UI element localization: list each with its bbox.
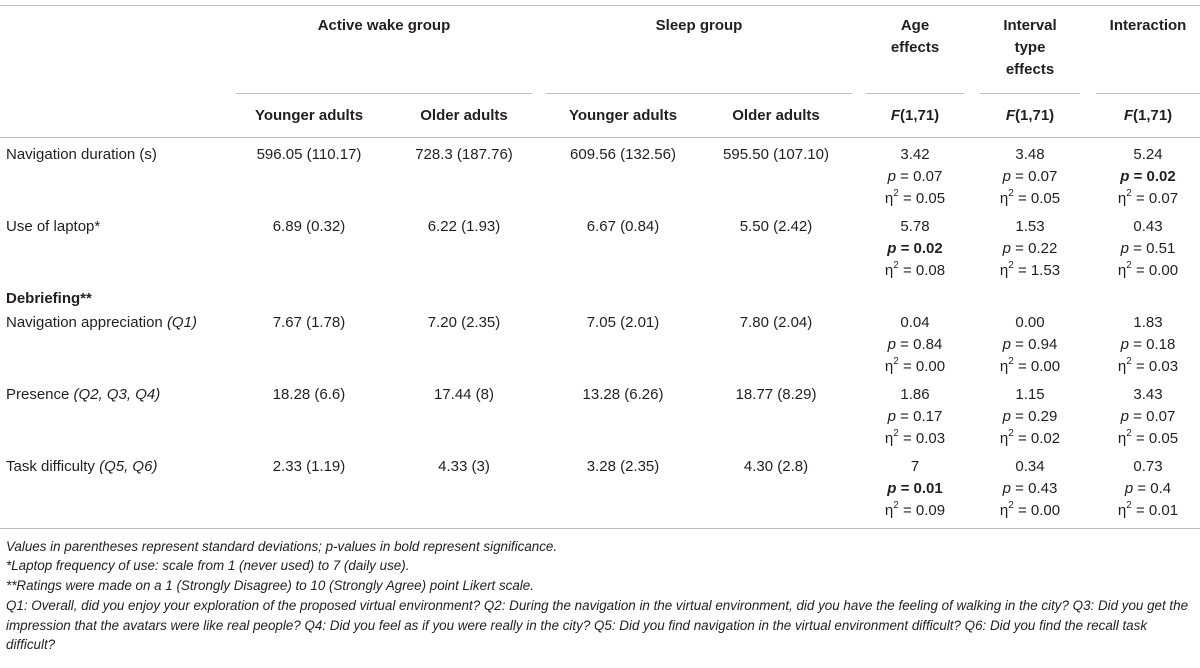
eta-symbol: η bbox=[884, 262, 894, 279]
row-label-questions: (Q5, Q6) bbox=[99, 458, 158, 475]
row-label bbox=[6, 144, 157, 166]
p-symbol: p bbox=[1002, 240, 1012, 257]
footnote-ratings: **Ratings were made on a 1 (Strongly Disagree) to 10 (Strongly Agree) point Likert scale. bbox=[6, 578, 534, 593]
value-cell: 609.56 (132.56) bbox=[570, 146, 676, 163]
p-symbol: p bbox=[887, 480, 897, 497]
effect-stat-cell bbox=[1096, 312, 1200, 378]
row-label-text: Navigation duration (s) bbox=[6, 146, 157, 163]
eta-superscript: 2 bbox=[1126, 188, 1132, 199]
row-label-text: Presence bbox=[6, 386, 74, 403]
eta-symbol: η bbox=[999, 430, 1009, 447]
p-value-line: p = 0.07 bbox=[1002, 168, 1058, 185]
f-value: 0.00 bbox=[1015, 314, 1045, 331]
eta-symbol: η bbox=[884, 358, 894, 375]
eta-squared-line: $\eta^2 = 0.01$ bbox=[1117, 500, 1179, 519]
p-symbol: p bbox=[1120, 408, 1130, 425]
eta-symbol: η bbox=[999, 358, 1009, 375]
effect-header-interval-line-1: Interval bbox=[1003, 17, 1057, 34]
f-value: 3.48 bbox=[1015, 146, 1045, 163]
eta-squared-line: $\eta^2 = 0.03$ bbox=[1117, 356, 1179, 375]
eta-superscript: 2 bbox=[1008, 356, 1014, 367]
eta-squared-line: $\eta^2 = 0.00$ bbox=[884, 356, 946, 375]
p-value-line: p = 0.4 bbox=[1124, 480, 1172, 497]
eta-symbol: η bbox=[884, 430, 894, 447]
eta-squared-line: $\eta^2 = 0.00$ bbox=[1117, 260, 1179, 279]
eta-squared-line: $\eta^2 = 0.05$ bbox=[999, 188, 1061, 207]
group-rule-interval bbox=[980, 93, 1080, 94]
eta-superscript: 2 bbox=[893, 356, 899, 367]
subheader-sleep-older: Older adults bbox=[732, 107, 820, 124]
effect-stat-cell bbox=[1096, 384, 1200, 450]
section-label-debriefing: Debriefing** bbox=[6, 290, 92, 307]
eta-squared-line: $\eta^2 = 0.09$ bbox=[884, 500, 946, 519]
value-cell: 596.05 (110.17) bbox=[256, 146, 362, 163]
p-symbol: p bbox=[887, 240, 897, 257]
p-value: 0.51 bbox=[1146, 240, 1176, 257]
p-value: 0.07 bbox=[1146, 408, 1176, 425]
p-symbol: p bbox=[1002, 480, 1012, 497]
row-label-text: Navigation appreciation bbox=[6, 314, 167, 331]
p-value-line: p = 0.02 bbox=[1120, 168, 1176, 185]
eta-superscript: 2 bbox=[893, 260, 899, 271]
eta-squared-line: $\eta^2 = 0.05$ bbox=[1117, 428, 1179, 447]
effect-stat-cell bbox=[866, 384, 964, 450]
row-label bbox=[6, 312, 197, 334]
p-value: 0.01 bbox=[913, 480, 943, 497]
eta-value: 0.00 bbox=[1030, 502, 1061, 519]
eta-value: 0.03 bbox=[1148, 358, 1179, 375]
value-cell: 18.28 (6.6) bbox=[272, 386, 346, 403]
eta-symbol: η bbox=[999, 190, 1009, 207]
row-label bbox=[6, 216, 100, 238]
value-cell: 3.28 (2.35) bbox=[586, 458, 660, 475]
effect-stat-cell bbox=[1096, 144, 1200, 210]
p-value-line: p = 0.02 bbox=[887, 240, 943, 257]
row-label-questions: (Q2, Q3, Q4) bbox=[73, 386, 161, 403]
eta-value: 0.09 bbox=[915, 502, 946, 519]
effect-header-interval-line-3: effects bbox=[1005, 61, 1055, 78]
eta-value: 1.53 bbox=[1030, 262, 1061, 279]
f-value: 0.43 bbox=[1133, 218, 1163, 235]
p-value: 0.02 bbox=[913, 240, 943, 257]
eta-superscript: 2 bbox=[1008, 188, 1014, 199]
effect-header-age bbox=[866, 15, 964, 59]
effect-header-interval-type bbox=[980, 15, 1080, 81]
effect-header-age-line-1: Age bbox=[900, 17, 930, 34]
eta-value: 0.07 bbox=[1148, 190, 1179, 207]
effect-stat-cell bbox=[980, 144, 1080, 210]
row-label bbox=[6, 384, 160, 406]
p-value: 0.43 bbox=[1028, 480, 1058, 497]
effect-stat-cell bbox=[980, 384, 1080, 450]
effect-stat-cell bbox=[980, 216, 1080, 282]
value-cell: 17.44 (8) bbox=[433, 386, 495, 403]
effect-header-interaction-line-1: Interaction bbox=[1109, 17, 1187, 34]
eta-symbol: η bbox=[884, 190, 894, 207]
p-value: 0.84 bbox=[913, 336, 943, 353]
eta-squared-line: $\eta^2 = 1.53$ bbox=[999, 260, 1061, 279]
value-cell: 2.33 (1.19) bbox=[272, 458, 346, 475]
eta-squared-line: $\eta^2 = 0.05$ bbox=[884, 188, 946, 207]
eta-value: 0.00 bbox=[915, 358, 946, 375]
eta-squared-line: $\eta^2 = 0.02$ bbox=[999, 428, 1061, 447]
p-value-line: p = 0.94 bbox=[1002, 336, 1058, 353]
effect-stat-cell bbox=[1096, 456, 1200, 522]
eta-superscript: 2 bbox=[1008, 260, 1014, 271]
f-value: 1.83 bbox=[1133, 314, 1163, 331]
effect-stat-cell bbox=[866, 144, 964, 210]
f-value: 5.78 bbox=[900, 218, 930, 235]
p-value-line: p = 0.17 bbox=[887, 408, 943, 425]
group-header-active-wake: Active wake group bbox=[317, 17, 451, 34]
p-value: 0.94 bbox=[1028, 336, 1058, 353]
subheader-active-older: Older adults bbox=[420, 107, 508, 124]
eta-superscript: 2 bbox=[893, 428, 899, 439]
eta-squared-line: $\eta^2 = 0.03$ bbox=[884, 428, 946, 447]
value-cell: 7.05 (2.01) bbox=[586, 314, 660, 331]
value-cell: 18.77 (8.29) bbox=[735, 386, 817, 403]
p-symbol: p bbox=[1120, 240, 1130, 257]
f-value: 7 bbox=[910, 458, 920, 475]
row-label-text: Use of laptop* bbox=[6, 218, 101, 235]
value-cell: 595.50 (107.10) bbox=[723, 146, 829, 163]
effect-header-interaction bbox=[1096, 15, 1200, 37]
group-rule-active-wake bbox=[236, 93, 532, 94]
eta-squared-line: $\eta^2 = 0.00$ bbox=[999, 356, 1061, 375]
subheader-sleep-younger: Younger adults bbox=[568, 107, 678, 124]
eta-value: 0.00 bbox=[1148, 262, 1179, 279]
group-rule-interaction bbox=[1096, 93, 1200, 94]
subheader-f-interval: F(1,71) bbox=[1005, 107, 1055, 124]
p-symbol: p bbox=[887, 408, 897, 425]
effect-stat-cell bbox=[866, 312, 964, 378]
eta-value: 0.02 bbox=[1030, 430, 1061, 447]
eta-symbol: η bbox=[1117, 358, 1127, 375]
eta-superscript: 2 bbox=[893, 500, 899, 511]
p-symbol: p bbox=[887, 336, 897, 353]
eta-symbol: η bbox=[884, 502, 894, 519]
p-value-line: p = 0.43 bbox=[1002, 480, 1058, 497]
p-value-line: p = 0.07 bbox=[1120, 408, 1176, 425]
effect-stat-cell bbox=[866, 456, 964, 522]
eta-value: 0.00 bbox=[1030, 358, 1061, 375]
p-value-line: p = 0.84 bbox=[887, 336, 943, 353]
top-rule bbox=[0, 5, 1200, 6]
value-cell: 4.30 (2.8) bbox=[743, 458, 809, 475]
f-value: 5.24 bbox=[1133, 146, 1163, 163]
row-label-text: Task difficulty bbox=[6, 458, 100, 475]
eta-symbol: η bbox=[999, 502, 1009, 519]
f-value: 0.04 bbox=[900, 314, 930, 331]
p-value-line: p = 0.29 bbox=[1002, 408, 1058, 425]
eta-symbol: η bbox=[1117, 190, 1127, 207]
group-header-sleep: Sleep group bbox=[655, 17, 743, 34]
p-value: 0.17 bbox=[913, 408, 943, 425]
p-symbol: p bbox=[1002, 168, 1012, 185]
value-cell: 6.67 (0.84) bbox=[586, 218, 660, 235]
footnote-questions: Q1: Overall, did you enjoy your exploration of the proposed virtual environment? Q2: During the navigation in the virtual environment, did you have the feeling of walking in the city? Q3: Did you get the impression that the avatars were like real people? Q4: Did you feel as if you were really in the city? Q5: Did you find navigation in the virtual environment difficult? Q6: Did you find the recall task difficult? bbox=[6, 598, 1189, 652]
eta-superscript: 2 bbox=[893, 188, 899, 199]
eta-symbol: η bbox=[999, 262, 1009, 279]
subheader-f-interaction: F(1,71) bbox=[1123, 107, 1173, 124]
p-value: 0.18 bbox=[1146, 336, 1176, 353]
effect-header-interval-line-2: type bbox=[1014, 39, 1046, 56]
effect-header-age-line-2: effects bbox=[890, 39, 940, 56]
p-value-line: p = 0.18 bbox=[1120, 336, 1176, 353]
p-value-line: p = 0.01 bbox=[887, 480, 943, 497]
p-symbol: p bbox=[1002, 336, 1012, 353]
eta-squared-line: $\eta^2 = 0.08$ bbox=[884, 260, 946, 279]
group-rule-age bbox=[866, 93, 964, 94]
footnote-laptop: *Laptop frequency of use: scale from 1 (never used) to 7 (daily use). bbox=[6, 558, 410, 573]
eta-superscript: 2 bbox=[1126, 500, 1132, 511]
p-value: 0.02 bbox=[1146, 168, 1176, 185]
eta-symbol: η bbox=[1117, 430, 1127, 447]
eta-value: 0.05 bbox=[1030, 190, 1061, 207]
eta-squared-line: $\eta^2 = 0.00$ bbox=[999, 500, 1061, 519]
eta-value: 0.01 bbox=[1148, 502, 1179, 519]
subheader-active-younger: Younger adults bbox=[254, 107, 364, 124]
eta-superscript: 2 bbox=[1008, 428, 1014, 439]
eta-symbol: η bbox=[1117, 262, 1127, 279]
eta-value: 0.03 bbox=[915, 430, 946, 447]
eta-superscript: 2 bbox=[1008, 500, 1014, 511]
row-label-questions: (Q1) bbox=[166, 314, 197, 331]
p-value-line: p = 0.07 bbox=[887, 168, 943, 185]
p-value: 0.4 bbox=[1150, 480, 1172, 497]
eta-value: 0.05 bbox=[915, 190, 946, 207]
eta-value: 0.08 bbox=[915, 262, 946, 279]
p-symbol: p bbox=[1120, 336, 1130, 353]
header-bottom-rule bbox=[0, 137, 1200, 138]
value-cell: 7.20 (2.35) bbox=[427, 314, 501, 331]
row-label bbox=[6, 456, 157, 478]
p-symbol: p bbox=[887, 168, 897, 185]
f-value: 1.53 bbox=[1015, 218, 1045, 235]
effect-stat-cell bbox=[1096, 216, 1200, 282]
value-cell: 4.33 (3) bbox=[438, 458, 490, 475]
subheader-f-age: F(1,71) bbox=[890, 107, 940, 124]
p-value: 0.07 bbox=[913, 168, 943, 185]
value-cell: 5.50 (2.42) bbox=[739, 218, 813, 235]
value-cell: 13.28 (6.26) bbox=[582, 386, 664, 403]
p-value: 0.29 bbox=[1028, 408, 1058, 425]
p-value: 0.07 bbox=[1028, 168, 1058, 185]
eta-symbol: η bbox=[1117, 502, 1127, 519]
effect-stat-cell bbox=[866, 216, 964, 282]
eta-superscript: 2 bbox=[1126, 356, 1132, 367]
table-bottom-rule bbox=[0, 528, 1200, 529]
f-value: 3.42 bbox=[900, 146, 930, 163]
p-value-line: p = 0.51 bbox=[1120, 240, 1176, 257]
p-value-line: p = 0.22 bbox=[1002, 240, 1058, 257]
p-symbol: p bbox=[1002, 408, 1012, 425]
p-symbol: p bbox=[1124, 480, 1134, 497]
eta-squared-line: $\eta^2 = 0.07$ bbox=[1117, 188, 1179, 207]
p-symbol: p bbox=[1120, 168, 1130, 185]
eta-superscript: 2 bbox=[1126, 260, 1132, 271]
group-rule-sleep bbox=[546, 93, 852, 94]
p-value: 0.22 bbox=[1028, 240, 1058, 257]
f-value: 1.15 bbox=[1015, 386, 1045, 403]
footnote-note: Values in parentheses represent standard deviations; p-values in bold represent significance. bbox=[6, 539, 558, 554]
f-value: 1.86 bbox=[900, 386, 930, 403]
f-value: 0.34 bbox=[1015, 458, 1045, 475]
value-cell: 7.67 (1.78) bbox=[272, 314, 346, 331]
f-value: 3.43 bbox=[1133, 386, 1163, 403]
effect-stat-cell bbox=[980, 312, 1080, 378]
value-cell: 6.89 (0.32) bbox=[272, 218, 346, 235]
value-cell: 7.80 (2.04) bbox=[739, 314, 813, 331]
value-cell: 6.22 (1.93) bbox=[427, 218, 501, 235]
f-value: 0.73 bbox=[1133, 458, 1163, 475]
eta-value: 0.05 bbox=[1148, 430, 1179, 447]
eta-superscript: 2 bbox=[1126, 428, 1132, 439]
value-cell: 728.3 (187.76) bbox=[415, 146, 513, 163]
effect-stat-cell bbox=[980, 456, 1080, 522]
